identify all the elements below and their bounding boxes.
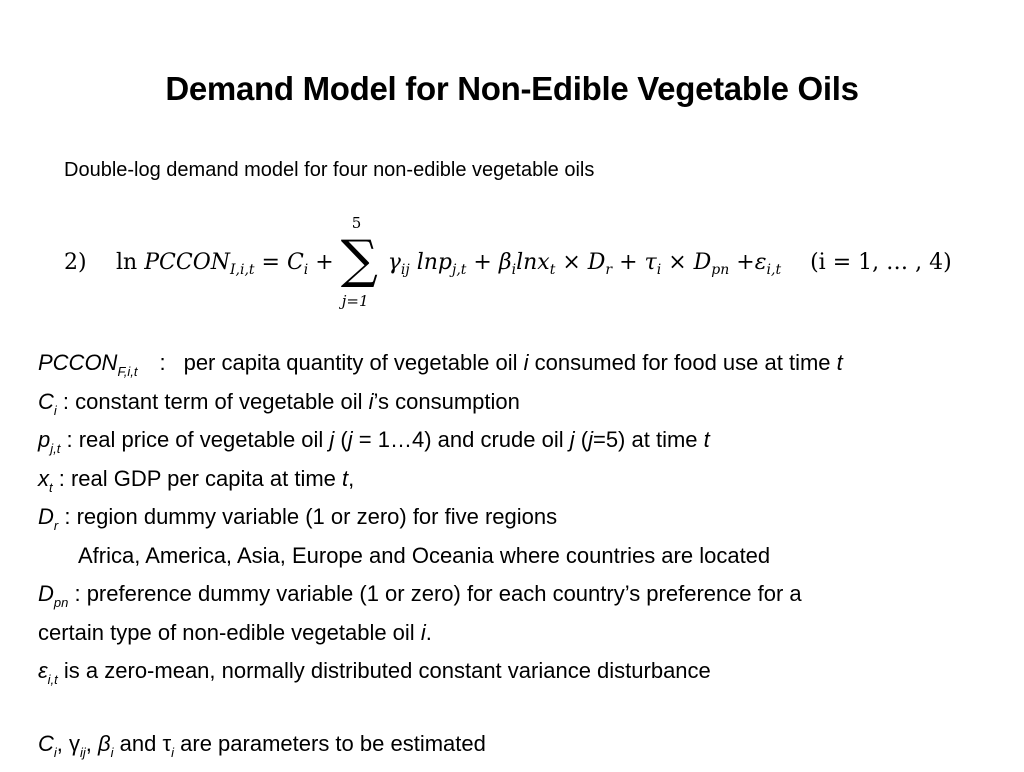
def-text: ( xyxy=(574,427,589,452)
index-range: (i = 1, … , 4) xyxy=(810,250,952,275)
tau-subscript: i xyxy=(656,262,662,278)
lnp-term: lnp xyxy=(416,250,452,275)
def-text: is a zero-mean, normally distributed constant variance disturbance xyxy=(57,658,711,683)
def-var: t xyxy=(836,350,843,375)
preference-dummy-term: × D xyxy=(668,250,712,275)
lnx-subscript: t xyxy=(549,262,556,278)
def-symbol: D xyxy=(38,504,54,529)
param-subscript: i xyxy=(171,744,175,760)
def-subscript: t xyxy=(49,479,53,495)
def-subscript: r xyxy=(53,518,59,533)
def-symbol: PCCON xyxy=(38,350,118,375)
def-subscript: i,t xyxy=(47,672,58,687)
constant-subscript: i xyxy=(303,262,309,278)
plus-sign: + xyxy=(315,250,334,275)
pccon-symbol: PCCON xyxy=(144,250,230,275)
def-colon: : xyxy=(159,350,166,375)
def-var: j xyxy=(569,427,575,452)
param-sep: , xyxy=(56,730,70,756)
gamma-symbol: γ xyxy=(387,250,401,275)
def-text: . xyxy=(425,619,432,645)
param-text: are parameters to be estimated xyxy=(174,730,486,756)
def-subscript: pn xyxy=(53,595,69,610)
gamma-subscript: ij xyxy=(400,262,410,278)
definition-price xyxy=(38,421,1013,460)
param-sep: , xyxy=(85,730,99,756)
def-var: i xyxy=(523,350,529,375)
param-text: and xyxy=(113,730,163,756)
pccon-subscript: I,i,t xyxy=(229,262,255,278)
summation xyxy=(340,214,381,310)
definition-region-dummy xyxy=(38,498,1013,537)
def-symbol: p xyxy=(38,427,51,452)
parameters-note xyxy=(38,725,1013,764)
def-var: j xyxy=(329,427,335,452)
sum-lower-limit: j=1 xyxy=(341,292,369,310)
def-text: , xyxy=(348,465,355,491)
equation-expression xyxy=(116,214,952,310)
definition-preference-cont xyxy=(38,614,1013,653)
definition-gdp xyxy=(38,460,1013,499)
spacer xyxy=(38,691,1013,725)
def-text: ’s consumption xyxy=(373,388,520,414)
def-symbol: x xyxy=(38,465,49,491)
beta-subscript: i xyxy=(511,262,517,278)
definition-error xyxy=(38,652,1013,691)
definition-preference-dummy xyxy=(38,575,1013,614)
lnx-term: lnx xyxy=(516,250,550,275)
error-subscript: i,t xyxy=(766,262,782,278)
definition-pccon xyxy=(38,344,1013,383)
param-subscript: ij xyxy=(80,744,86,760)
def-text: : real GDP per capita at time xyxy=(52,465,343,491)
def-var: j xyxy=(588,427,593,452)
def-text: =5) at time xyxy=(592,427,704,452)
def-text: consumed for food use at time xyxy=(528,350,837,375)
def-text: : real price of vegetable oil xyxy=(60,427,330,452)
param-beta: β xyxy=(98,730,111,756)
lnp-subscript: j,t xyxy=(452,262,467,278)
demand-equation xyxy=(64,214,1004,314)
def-text: = 1…4) and crude oil xyxy=(352,427,570,452)
def-text: : constant term of vegetable oil xyxy=(56,388,369,414)
def-text: ( xyxy=(334,427,348,452)
def-symbol: ε xyxy=(38,658,48,683)
def-symbol: C xyxy=(38,388,54,414)
sigma-symbol: ∑ xyxy=(340,230,378,290)
param-tau: τ xyxy=(162,730,172,756)
def-subscript: i xyxy=(53,402,57,418)
slide-subtitle: Double-log demand model for four non-edible vegetable oils xyxy=(64,159,595,181)
def-text: per capita quantity of vegetable oil xyxy=(183,350,524,375)
def-var: t xyxy=(703,427,710,452)
def-var: i xyxy=(420,619,426,645)
def-symbol: D xyxy=(38,581,54,606)
sum-upper-limit: 5 xyxy=(351,214,362,232)
def-var: i xyxy=(368,388,374,414)
region-dummy-subscript: r xyxy=(605,262,613,278)
def-subscript: F,i,t xyxy=(117,364,138,379)
preference-dummy-subscript: pn xyxy=(711,262,730,278)
constant-term: = C xyxy=(261,250,304,275)
definition-constant xyxy=(38,383,1013,422)
slide-title: Demand Model for Non-Edible Vegetable Oils xyxy=(165,70,859,107)
equation-number: 2) xyxy=(64,250,87,275)
def-text: : preference dummy variable (1 or zero) for each country’s preference for a xyxy=(68,581,802,606)
ln-operator: ln xyxy=(116,250,138,275)
param-subscript: i xyxy=(110,744,114,760)
param-subscript: i xyxy=(53,744,57,760)
definition-region-list: Africa, America, Asia, Europe and Oceania where countries are located xyxy=(78,542,771,568)
def-text: certain type of non-edible vegetable oil xyxy=(38,619,421,645)
def-var: t xyxy=(342,465,349,491)
def-subscript: j,t xyxy=(50,441,61,456)
region-dummy-term: × D xyxy=(562,250,606,275)
error-term: +ε xyxy=(736,250,767,275)
param-gamma: γ xyxy=(69,730,81,756)
variable-definitions xyxy=(38,344,1013,763)
def-text: : region dummy variable (1 or zero) for five regions xyxy=(58,504,558,529)
param-c: C xyxy=(38,730,54,756)
tau-term: + τ xyxy=(619,250,657,275)
beta-term: + β xyxy=(473,250,512,275)
def-var: j xyxy=(347,427,353,452)
